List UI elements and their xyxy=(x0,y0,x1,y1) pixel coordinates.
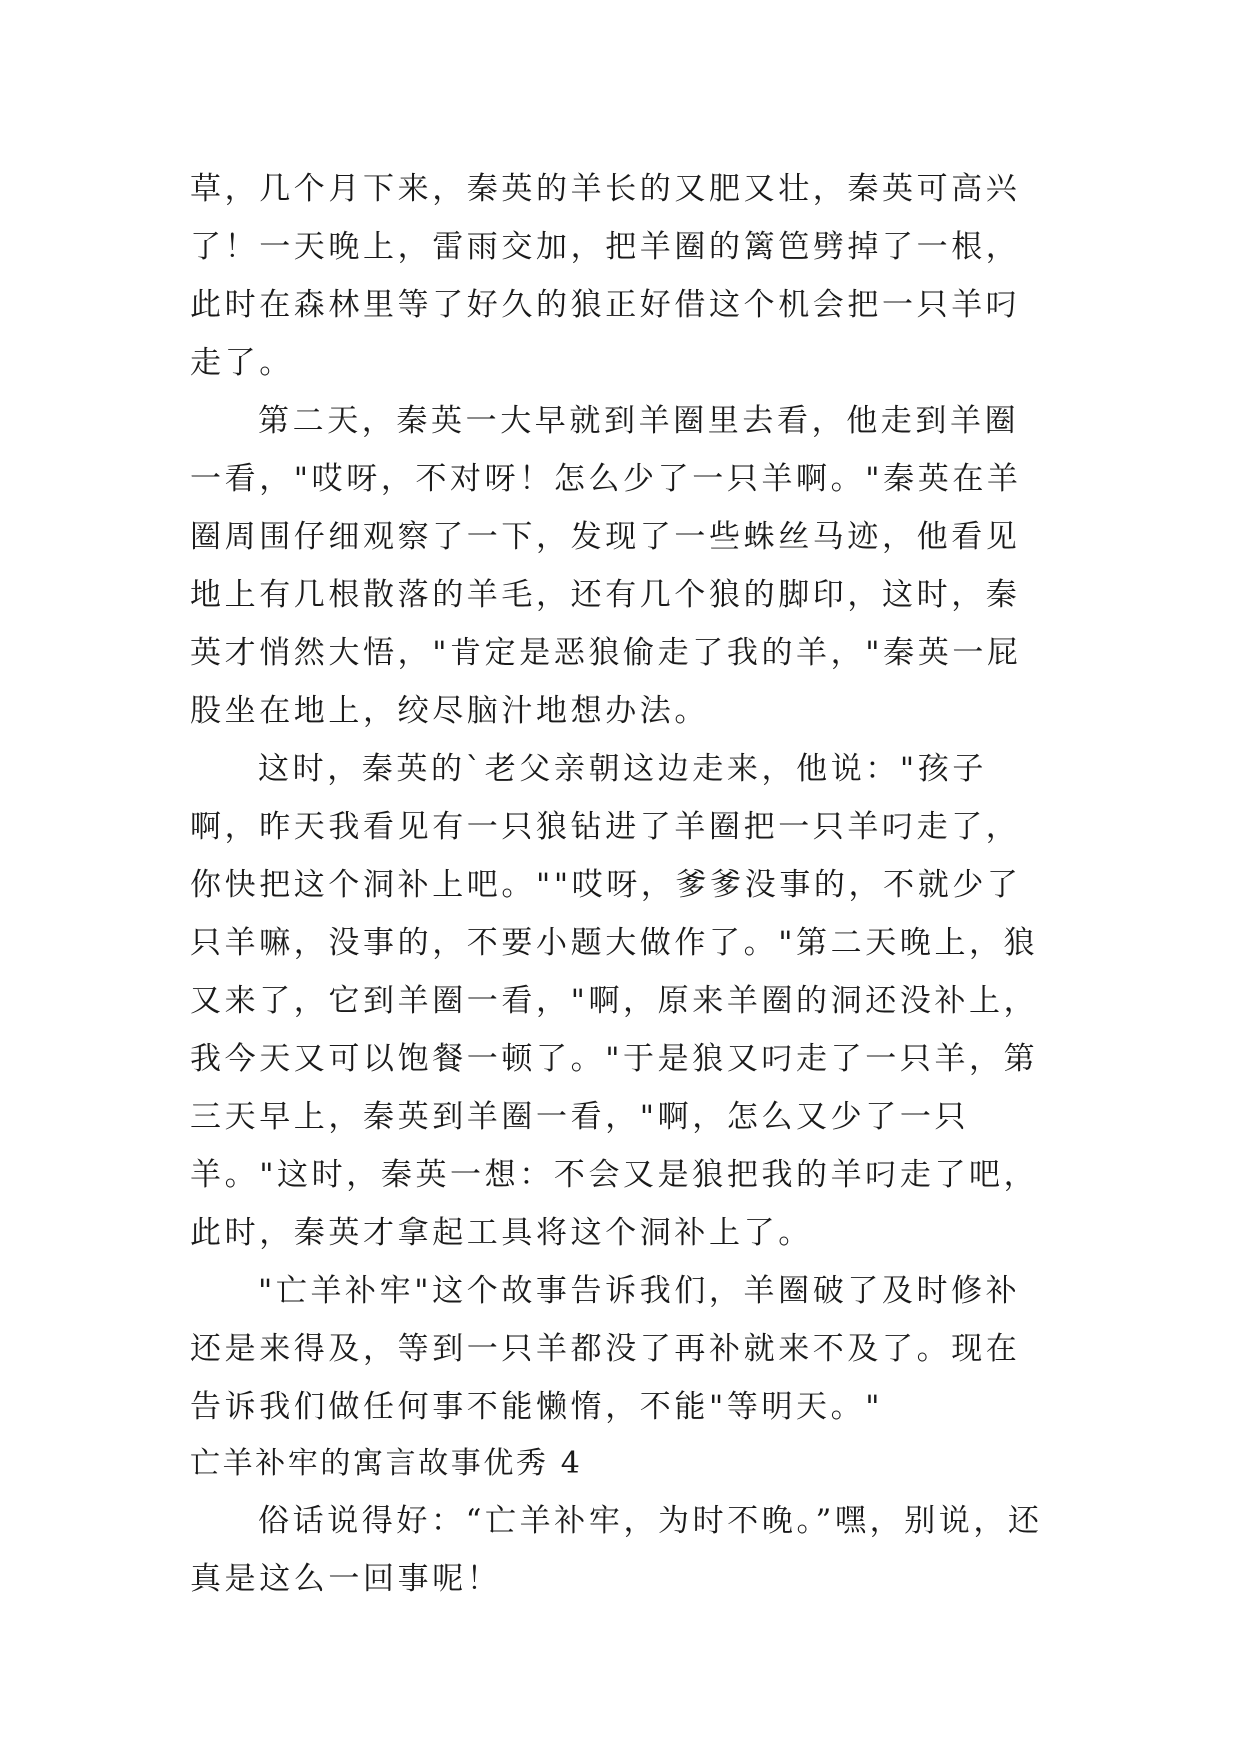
document-body xyxy=(190,160,1050,1608)
section-heading: 亡羊补牢的寓言故事优秀 4 xyxy=(190,1446,583,1481)
paragraph-5: 俗话说得好：“亡羊补牢，为时不晚。”嘿，别说，还真是这么一回事呢！ xyxy=(190,1503,1043,1597)
paragraph-3: 这时，秦英的`老父亲朝这边走来，他说："孩子啊，昨天我看见有一只狼钻进了羊圈把一只羊叼走了，你快把这个洞补上吧。""哎呀，爹爹没事的，不就少了只羊嘛，没事的，不要小题大做作了。"第二天晚上，狼又来了，它到羊圈一看，"啊，原来羊圈的洞还没补上，我今天又可以饱餐一顿了。"于是狼又叼走了一只羊，第三天早上，秦英到羊圈一看，"啊，怎么又少了一只羊。"这时，秦英一想：不会又是狼把我的羊叼走了吧，此时，秦英才拿起工具将这个洞补上了。 xyxy=(190,751,1039,1251)
paragraph-4: "亡羊补牢"这个故事告诉我们，羊圈破了及时修补还是来得及，等到一只羊都没了再补就来不及了。现在告诉我们做任何事不能懒惰，不能"等明天。" xyxy=(190,1273,1021,1425)
paragraph-2: 第二天，秦英一大早就到羊圈里去看，他走到羊圈一看，"哎呀，不对呀！怎么少了一只羊啊。"秦英在羊圈周围仔细观察了一下，发现了一些蛛丝马迹，他看见地上有几根散落的羊毛，还有几个狼的脚印，这时，秦英才悄然大悟，"肯定是恶狼偷走了我的羊，"秦英一屁股坐在地上，绞尽脑汁地想办法。 xyxy=(190,403,1022,729)
paragraph-1: 草，几个月下来，秦英的羊长的又肥又壮，秦英可高兴了！一天晚上，雷雨交加，把羊圈的篱笆劈掉了一根，此时在森林里等了好久的狼正好借这个机会把一只羊叼走了。 xyxy=(190,171,1021,381)
